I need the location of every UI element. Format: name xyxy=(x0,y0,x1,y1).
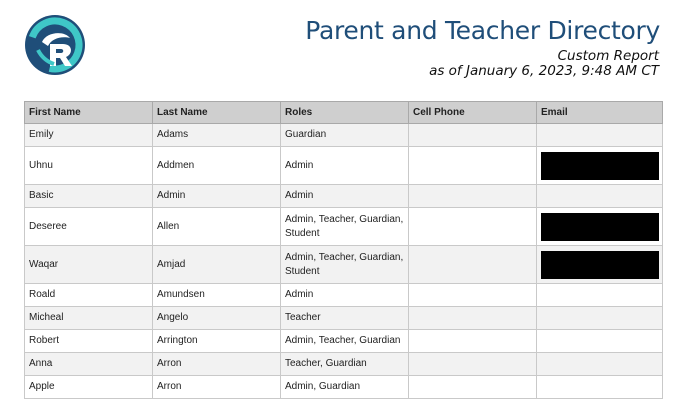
email-cell xyxy=(537,284,663,307)
email-cell xyxy=(537,353,663,376)
last-name-cell: Admin xyxy=(153,185,281,208)
first-name-cell: Waqar xyxy=(25,246,153,284)
table-row xyxy=(25,330,663,353)
last-name-cell: Amjad xyxy=(153,246,281,284)
report-subtitle xyxy=(429,49,659,79)
column-header-email: Email xyxy=(537,102,663,124)
roles-cell: Admin xyxy=(281,185,409,208)
column-header-last-name: Last Name xyxy=(153,102,281,124)
table-row xyxy=(25,376,663,399)
directory-table xyxy=(24,101,663,399)
cell-phone-cell xyxy=(409,330,537,353)
table-row xyxy=(25,124,663,147)
roles-cell: Guardian xyxy=(281,124,409,147)
cell-phone-cell xyxy=(409,246,537,284)
report-timestamp: as of January 6, 2023, 9:48 AM CT xyxy=(429,63,659,79)
email-cell xyxy=(537,124,663,147)
table-row xyxy=(25,246,663,284)
last-name-cell: Allen xyxy=(153,208,281,246)
first-name-cell: Robert xyxy=(25,330,153,353)
column-header-roles: Roles xyxy=(281,102,409,124)
email-cell xyxy=(537,208,663,246)
redaction-block xyxy=(541,213,659,241)
email-cell xyxy=(537,185,663,208)
column-header-cell-phone: Cell Phone xyxy=(409,102,537,124)
first-name-cell: Apple xyxy=(25,376,153,399)
cell-phone-cell xyxy=(409,284,537,307)
roles-cell: Teacher xyxy=(281,307,409,330)
email-cell xyxy=(537,307,663,330)
table-row xyxy=(25,284,663,307)
last-name-cell: Arrington xyxy=(153,330,281,353)
first-name-cell: Roald xyxy=(25,284,153,307)
email-cell xyxy=(537,246,663,284)
first-name-cell: Emily xyxy=(25,124,153,147)
table-row xyxy=(25,307,663,330)
table-row xyxy=(25,353,663,376)
table-header-row xyxy=(25,102,663,124)
roles-cell: Admin, Teacher, Guardian xyxy=(281,330,409,353)
last-name-cell: Amundsen xyxy=(153,284,281,307)
first-name-cell: Basic xyxy=(25,185,153,208)
first-name-cell: Deseree xyxy=(25,208,153,246)
roles-cell: Admin, Guardian xyxy=(281,376,409,399)
cell-phone-cell xyxy=(409,147,537,185)
school-logo-icon xyxy=(24,14,86,76)
redaction-block xyxy=(541,251,659,279)
email-cell xyxy=(537,376,663,399)
table-row xyxy=(25,147,663,185)
first-name-cell: Uhnu xyxy=(25,147,153,185)
last-name-cell: Adams xyxy=(153,124,281,147)
cell-phone-cell xyxy=(409,307,537,330)
email-cell xyxy=(537,330,663,353)
cell-phone-cell xyxy=(409,124,537,147)
roles-cell: Teacher, Guardian xyxy=(281,353,409,376)
page-title: Parent and Teacher Directory xyxy=(305,16,660,45)
table-row xyxy=(25,185,663,208)
email-cell xyxy=(537,147,663,185)
roles-cell: Admin xyxy=(281,147,409,185)
first-name-cell: Micheal xyxy=(25,307,153,330)
redaction-block xyxy=(541,152,659,180)
cell-phone-cell xyxy=(409,208,537,246)
column-header-first-name: First Name xyxy=(25,102,153,124)
cell-phone-cell xyxy=(409,353,537,376)
first-name-cell: Anna xyxy=(25,353,153,376)
last-name-cell: Arron xyxy=(153,353,281,376)
last-name-cell: Angelo xyxy=(153,307,281,330)
roles-cell: Admin, Teacher, Guardian, Student xyxy=(281,246,409,284)
last-name-cell: Addmen xyxy=(153,147,281,185)
report-type: Custom Report xyxy=(557,48,659,64)
cell-phone-cell xyxy=(409,185,537,208)
last-name-cell: Arron xyxy=(153,376,281,399)
roles-cell: Admin xyxy=(281,284,409,307)
roles-cell: Admin, Teacher, Guardian, Student xyxy=(281,208,409,246)
cell-phone-cell xyxy=(409,376,537,399)
table-row xyxy=(25,208,663,246)
